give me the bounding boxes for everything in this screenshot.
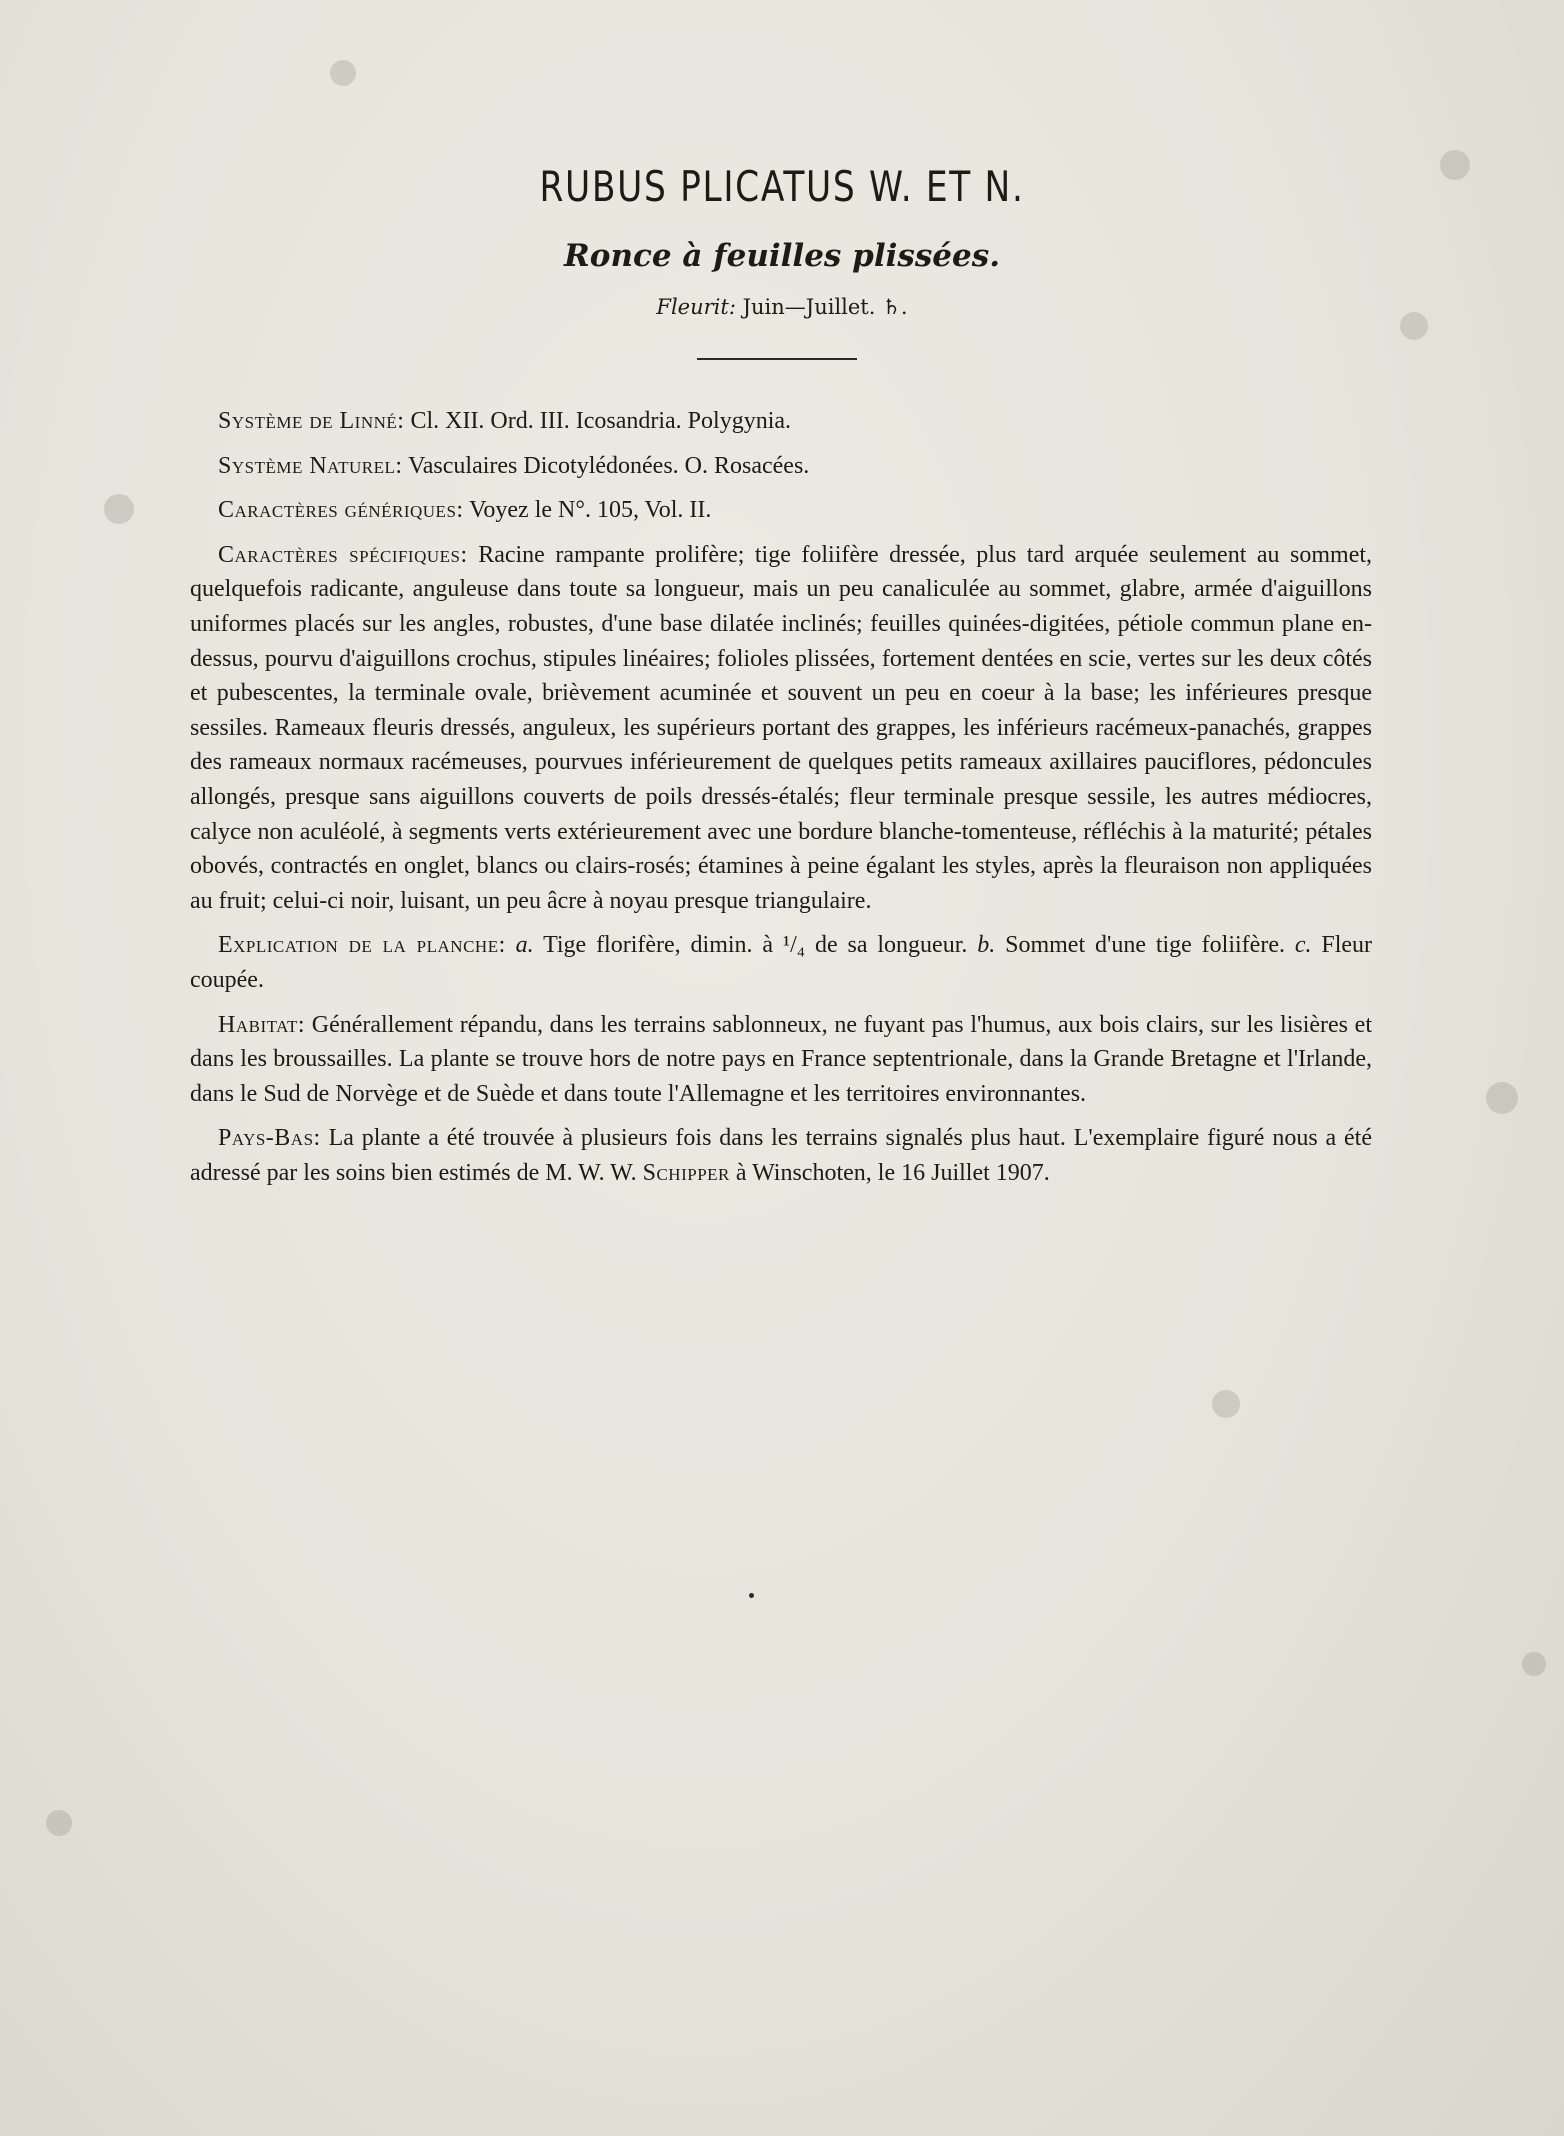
collector-name: Schipper <box>642 1159 730 1186</box>
paper-smudge <box>104 494 134 524</box>
paper-smudge <box>1522 1652 1546 1676</box>
paper-smudge <box>46 1810 72 1836</box>
section-naturel <box>190 449 1372 484</box>
paper-smudge <box>330 60 356 86</box>
section-label: Caractères génériques: <box>218 497 464 524</box>
section-text: La plante a été trouvée à plusieurs fois dans les terrains signalés plus haut. L'exemplaire figuré nous a été adressé par les soins bien estimés de M. W. W. <box>190 1125 1372 1186</box>
plate-key-b: b. <box>977 932 996 959</box>
paper-smudge <box>1486 1082 1518 1114</box>
section-specifiques <box>190 538 1372 919</box>
section-text: Cl. XII. Ord. III. Icosandria. Polygynia. <box>410 408 792 434</box>
section-label: Habitat: <box>218 1011 306 1038</box>
flowering-line <box>0 295 1564 319</box>
section-text: Vasculaires Dicotylédonées. O. Rosacées. <box>408 452 810 479</box>
plate-text-b: Sommet d'une tige foliifère. <box>1005 932 1285 959</box>
section-label: Système Naturel: <box>218 452 403 479</box>
page-subtitle: Ronce à feuilles plissées. <box>564 238 1000 274</box>
section-pays-bas <box>190 1121 1372 1190</box>
paper-smudge <box>1212 1390 1240 1418</box>
section-text: Racine rampante prolifère; tige foliifère dressée, plus tard arquée seulement au sommet, quelquefois radicante, anguleuse dans toute sa longueur, mais un peu canaliculée au sommet, glabre, armée d'aiguillons uniformes placés sur les angles, robustes, d'une base dilatée inclinés; feuilles quinées-digitées, pétiole commun plane en-dessus, pourvu d'aiguillons crochus, stipules linéaires; folioles plissées, fortement dentées en scie, vertes sur les deux côtés et pubescentes, la terminale ovale, brièvement acuminée et souvent un peu en coeur à la base; les inférieures presque sessiles. Rameaux fleuris dressés, anguleux, les supérieurs portant des grappes, les inférieurs racémeux-panachés, grappes des rameaux normaux racémeuses, pourvues inférieurement de quelques petits rameaux axillaires pauciflores, pédoncules allongés, presque sans aiguillons couverts de poils dressés-étalés; fleur terminale presque sessile, les autres médiocres, calyce non aculéolé, à segments verts extérieurement avec une bordure blanche-tomenteuse, réfléchis à la maturité; pétales obovés, contractés en onglet, blancs ou clairs-rosés; étamines à peine égalant les styles, après la fleuraison non appliquées au fruit; celui-ci noir, luisant, un peu âcre à noyau presque triangulaire. <box>190 541 1373 914</box>
flowering-value: Juin—Juillet. ♄. <box>742 295 908 319</box>
section-label: Explication de la planche: <box>218 932 506 959</box>
section-text: Générallement répandu, dans les terrains sablonneux, ne fuyant pas l'humus, aux bois clairs, sur les lisières et dans les broussailles. La plante se trouve hors de notre pays en France septentrionale, dans la Grande Bretagne et l'Irlande, dans le Sud de Norvège et de Suède et dans toute l'Allemagne et les territoires environnantes. <box>190 1011 1373 1107</box>
flowering-label: Fleurit: <box>656 295 736 319</box>
section-text: à Winschoten, le 16 Juillet 1907. <box>735 1159 1050 1186</box>
plate-key-a: a. <box>515 932 534 959</box>
title-divider <box>697 358 857 360</box>
section-generiques <box>190 493 1372 528</box>
paper-smudge <box>1440 150 1470 180</box>
section-habitat <box>190 1008 1372 1112</box>
page-title: RUBUS PLICATUS W. ET N. <box>539 162 1025 211</box>
section-linne <box>190 404 1372 439</box>
description-body <box>190 404 1372 1200</box>
section-label: Caractères spécifiques: <box>218 541 468 568</box>
section-label: Système de Linné: <box>218 408 405 434</box>
section-label: Pays-Bas: <box>218 1125 321 1152</box>
plate-key-c: c. <box>1294 932 1312 959</box>
plate-text-a: Tige florifère, dimin. à ¹/₄ de sa longueur. <box>543 932 968 959</box>
section-explication <box>190 928 1372 997</box>
plate-text-c: Fleur coupée. <box>190 932 1373 993</box>
section-text: Voyez le N°. 105, Vol. II. <box>469 497 712 524</box>
ink-dot <box>749 1593 754 1598</box>
